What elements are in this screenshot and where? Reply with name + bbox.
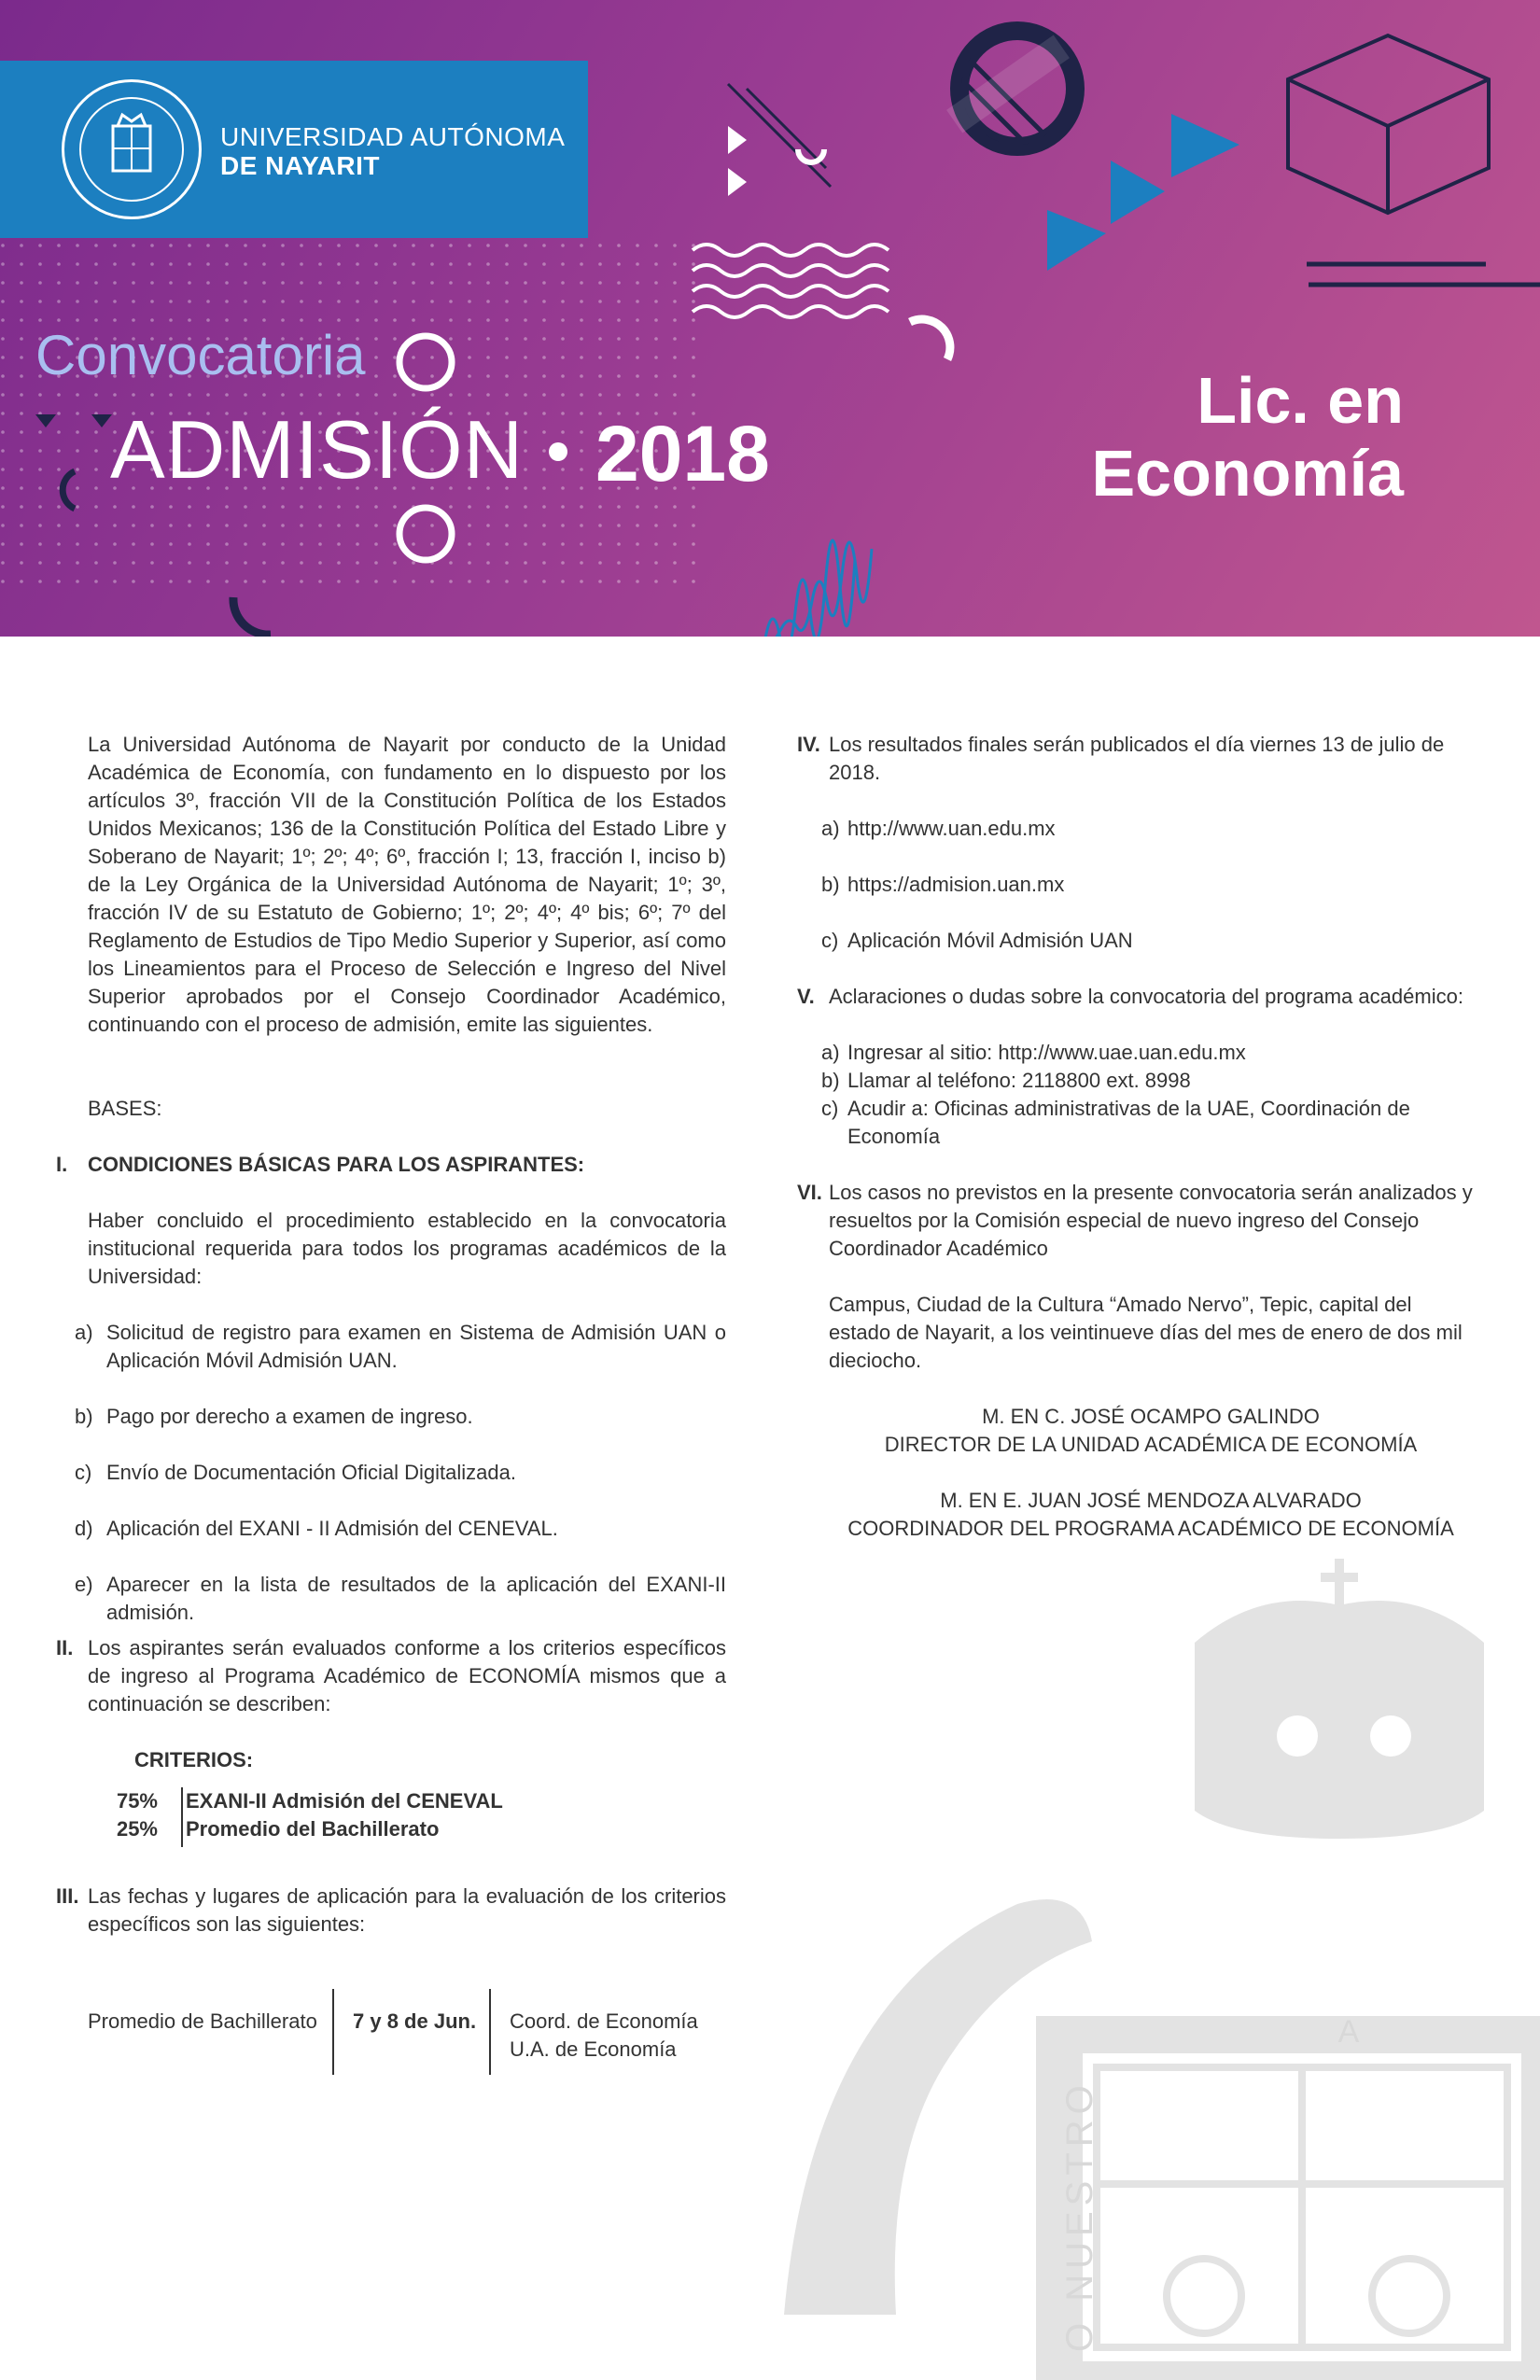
program-title [1027, 364, 1404, 510]
list-item [821, 1067, 1473, 1095]
watermark-letter: A [1337, 2014, 1360, 2050]
closing-paragraph: Campus, Ciudad de la Cultura “Amado Nervo”, Tepic, capital del estado de Nayarit, a los veintinueve días del mes de enero de dos mil dieciocho. [829, 1293, 1463, 1372]
bases-heading: BASES: [88, 1097, 162, 1120]
university-name-line1: UNIVERSIDAD AUTÓNOMA [220, 122, 566, 151]
program-title-line1: Lic. en [1197, 364, 1404, 437]
list-item [821, 1039, 1473, 1067]
schedule-table [88, 1989, 726, 2082]
section-number: VI. [797, 1181, 822, 1204]
list-item [75, 1403, 726, 1431]
section-text: Aclaraciones o dudas sobre la convocatoria del programa académico: [829, 985, 1463, 1008]
blue-squiggle-lines [691, 540, 872, 637]
item-text: Aplicación Móvil Admisión UAN [847, 929, 1133, 952]
schedule-place-line1: Coord. de Economía [510, 2009, 698, 2033]
schedule-dates: 7 y 8 de Jun. [353, 2009, 477, 2033]
list-item [75, 1459, 726, 1487]
criteria-heading: CRITERIOS: [134, 1748, 254, 1771]
university-seal-icon [62, 79, 202, 219]
signature-block [829, 1403, 1473, 1543]
item-text: Aparecer en la lista de resultados de la aplicación del EXANI-II admisión. [106, 1573, 726, 1624]
section-text: Los resultados finales serán publicados el día viernes 13 de julio de 2018. [829, 733, 1445, 784]
cube-outline-shape [1288, 35, 1489, 213]
item-text: https://admision.uan.mx [847, 873, 1065, 896]
section-vi [797, 1179, 1473, 1375]
section-text: Los casos no previstos en la presente convocatoria serán analizados y resueltos por la Comisión especial de nuevo ingreso del Consejo Coordinador Académico [829, 1181, 1473, 1260]
signer1-name: M. EN C. JOSÉ OCAMPO GALINDO [982, 1405, 1320, 1428]
criteria-label: EXANI-II Admisión del CENEVAL [186, 1789, 503, 1813]
navy-diagonal [747, 89, 826, 168]
signer1-title: DIRECTOR DE LA UNIDAD ACADÉMICA DE ECONOMÍA [884, 1433, 1418, 1456]
item-letter: d) [75, 1517, 93, 1540]
schedule-divider [332, 1989, 334, 2075]
convocatoria-label: Convocatoria [35, 324, 366, 386]
criteria-percent: 75% [116, 1789, 158, 1813]
criteria-percent: 25% [116, 1817, 158, 1841]
section-text: Las fechas y lugares de aplicación para la evaluación de los criterios específicos son las siguientes: [88, 1884, 726, 1936]
triangle-arrows-shape [1047, 114, 1239, 271]
section-text: Haber concluido el procedimiento establecido en la convocatoria institucional requerida para todos los programas académicos de la Universidad: [88, 1209, 726, 1288]
navy-diagonal [728, 84, 831, 187]
section-number: III. [56, 1884, 79, 1908]
list-item [821, 871, 1473, 899]
criteria-row [88, 1815, 726, 1843]
left-column [56, 731, 726, 2082]
section-ii [56, 1634, 726, 1843]
section-title: CONDICIONES BÁSICAS PARA LOS ASPIRANTES: [88, 1153, 585, 1176]
item-text: Llamar al teléfono: 2118800 ext. 8998 [847, 1069, 1191, 1092]
item-text: Acudir a: Oficinas administrativas de la UAE, Coordinación de Economía [847, 1097, 1410, 1148]
university-crest-watermark [775, 1531, 1540, 2380]
section-number: IV. [797, 733, 820, 756]
list-item [75, 1515, 726, 1543]
section-iv [797, 731, 1473, 955]
signer2-title: COORDINADOR DEL PROGRAMA ACADÉMICO DE ECONOMÍA [847, 1517, 1454, 1540]
criteria-row [88, 1787, 726, 1815]
item-letter: e) [75, 1573, 93, 1596]
item-letter: a) [821, 1041, 840, 1064]
schedule-place [510, 2008, 698, 2064]
section-v [797, 983, 1473, 1151]
list-item [821, 1095, 1473, 1151]
item-letter: c) [821, 929, 839, 952]
year-label: 2018 [595, 410, 770, 497]
item-letter: b) [821, 1069, 840, 1092]
item-text: Pago por derecho a examen de ingreso. [106, 1405, 473, 1428]
item-text: Envío de Documentación Oficial Digitalizada. [106, 1461, 517, 1484]
intro-paragraph: La Universidad Autónoma de Nayarit por conducto de la Unidad Académica de Economía, con fundamento en lo dispuesto por los artículos 3º, fracción VII de la Constitución Política de los Estados Unidos Mexicanos; 136 de la Constitución Política del Estado Libre y Soberano de Nayarit; 1º; 2º; 4º; 6º, fracción I; 13, fracción I, inciso b) de la Ley Orgánica de la Universidad Autónoma de Nayarit; 1º; 3º, fracción IV de su Estatuto de Gobierno; 1º; 2º; 4º; 4º bis; 6º; 7º del Reglamento de Estudios de Tipo Medio Superior y Superior, así como los Lineamientos para el Proceso de Selección e Ingreso del Nivel Superior aprobados por el Consejo Coordinador Académico, continuando con el proceso de admisión, emite las siguientes. [88, 733, 726, 1036]
item-text: Solicitud de registro para examen en Sistema de Admisión UAN o Aplicación Móvil Admisión UAN. [106, 1321, 726, 1372]
navy-arc [233, 597, 271, 635]
section-number: II. [56, 1636, 74, 1659]
list-item [75, 1319, 726, 1375]
logo-box [0, 61, 588, 238]
section-number: V. [797, 985, 815, 1008]
university-name [220, 122, 565, 180]
schedule-divider [489, 1989, 491, 2075]
section-iii [56, 1883, 726, 2082]
item-letter: c) [75, 1461, 92, 1484]
white-arc [910, 319, 950, 359]
university-name-line2: DE NAYARIT [220, 151, 380, 180]
criteria-divider [181, 1787, 183, 1847]
item-text: Aplicación del EXANI - II Admisión del CENEVAL. [106, 1517, 558, 1540]
admision-title: ADMISIÓN [110, 403, 525, 496]
signer2-name: M. EN E. JUAN JOSÉ MENDOZA ALVARADO [940, 1489, 1362, 1512]
criteria-label: Promedio del Bachillerato [186, 1817, 440, 1841]
item-letter: a) [821, 817, 840, 840]
white-chevrons-shape [728, 126, 747, 196]
list-item [821, 927, 1473, 955]
header-banner [0, 0, 1540, 637]
white-wave-lines [693, 245, 889, 317]
item-letter: b) [821, 873, 840, 896]
item-letter: b) [75, 1405, 93, 1428]
item-letter: c) [821, 1097, 839, 1120]
section-i [56, 1151, 726, 1627]
schedule-place-line2: U.A. de Economía [510, 2037, 677, 2061]
program-title-line2: Economía [1091, 437, 1404, 510]
list-item [821, 815, 1473, 843]
schedule-criterion: Promedio de Bachillerato [88, 2009, 317, 2033]
separator-dot [549, 442, 567, 461]
item-text: http://www.uan.edu.mx [847, 817, 1056, 840]
item-letter: a) [75, 1321, 93, 1344]
criteria-table [88, 1787, 726, 1843]
watermark-motto: O NUESTRO [1059, 2079, 1100, 2352]
section-text: Los aspirantes serán evaluados conforme a los criterios específicos de ingreso al Programa Académico de ECONOMÍA mismos que a continuación se describen: [88, 1636, 726, 1715]
item-text: Ingresar al sitio: http://www.uae.uan.edu.mx [847, 1041, 1246, 1064]
right-column [797, 731, 1473, 1543]
list-item [75, 1571, 726, 1627]
section-number: I. [56, 1153, 68, 1176]
